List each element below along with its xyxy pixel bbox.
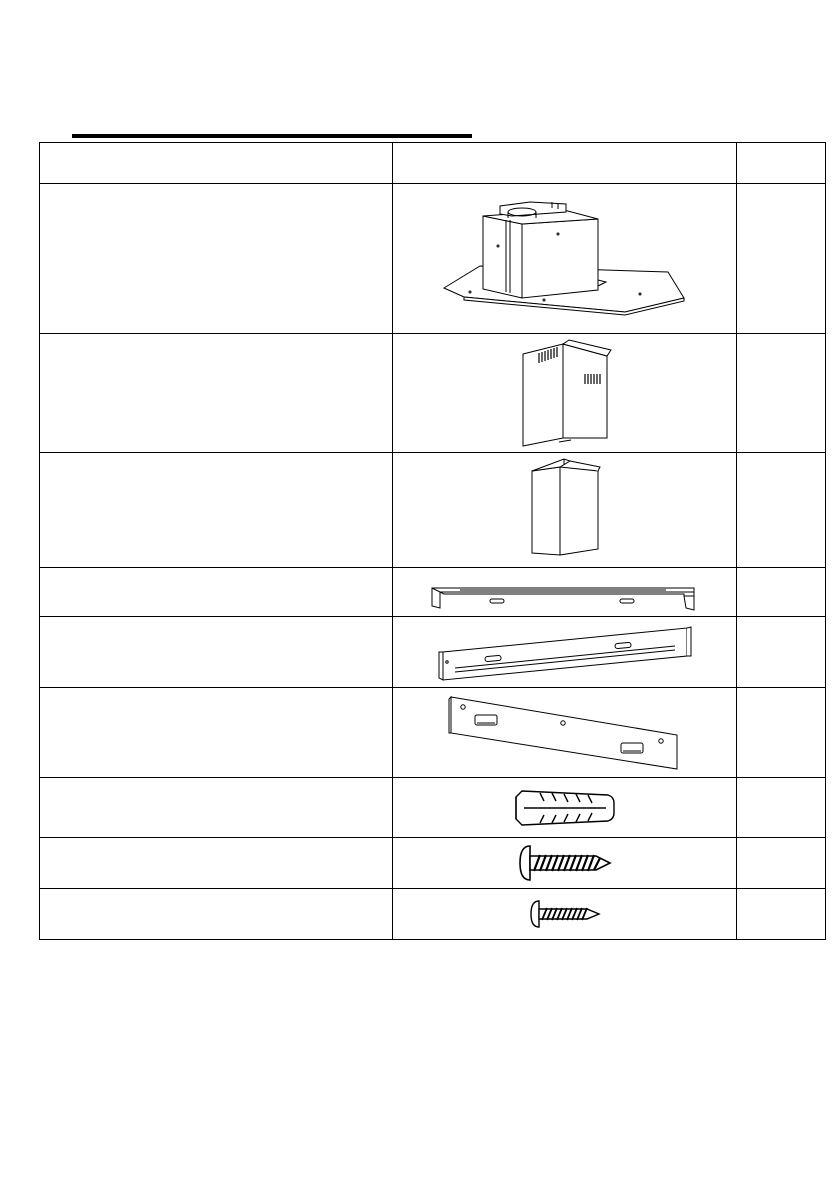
table-row: [40, 453, 826, 568]
part-qty: [736, 453, 825, 568]
table-row: [40, 617, 826, 688]
part-name: [40, 889, 393, 940]
table-row: [40, 889, 826, 940]
part-picture: [393, 889, 736, 940]
upper-chimney-cover-illustration: [515, 338, 615, 448]
table-header-row: [40, 143, 826, 184]
part-name: [40, 838, 393, 889]
table-row: [40, 838, 826, 889]
part-picture: [393, 617, 736, 688]
table-row: [40, 688, 826, 778]
wall-plug-illustration: [510, 785, 620, 831]
part-qty: [736, 334, 825, 453]
angled-bracket-illustration: [435, 622, 695, 682]
part-name: [40, 453, 393, 568]
part-picture: [393, 688, 736, 778]
part-picture: [393, 838, 736, 889]
parts-table: [39, 142, 826, 940]
part-name: [40, 184, 393, 334]
large-screw-illustration: [518, 842, 612, 884]
table-row: [40, 568, 826, 617]
table-row: [40, 778, 826, 838]
part-qty: [736, 617, 825, 688]
part-name: [40, 778, 393, 838]
wall-plate-illustration: [445, 693, 685, 773]
lower-chimney-cover-illustration: [520, 457, 610, 563]
part-picture: [393, 334, 736, 453]
name-header: [40, 143, 393, 184]
part-qty: [736, 184, 825, 334]
part-qty: [736, 568, 825, 617]
part-picture: [393, 568, 736, 617]
table-row: [40, 334, 826, 453]
small-screw-illustration: [529, 897, 601, 931]
part-qty: [736, 688, 825, 778]
part-picture: [393, 184, 736, 334]
hood-body-illustration: [440, 194, 690, 324]
part-picture: [393, 778, 736, 838]
title-underline: [72, 134, 472, 138]
part-picture: [393, 453, 736, 568]
table-row: [40, 184, 826, 334]
part-name: [40, 688, 393, 778]
part-name: [40, 617, 393, 688]
part-qty: [736, 838, 825, 889]
part-qty: [736, 778, 825, 838]
picture-header: [393, 143, 736, 184]
part-name: [40, 568, 393, 617]
part-name: [40, 334, 393, 453]
flat-bracket-illustration: [430, 572, 700, 612]
part-qty: [736, 889, 825, 940]
qty-header: [736, 143, 825, 184]
